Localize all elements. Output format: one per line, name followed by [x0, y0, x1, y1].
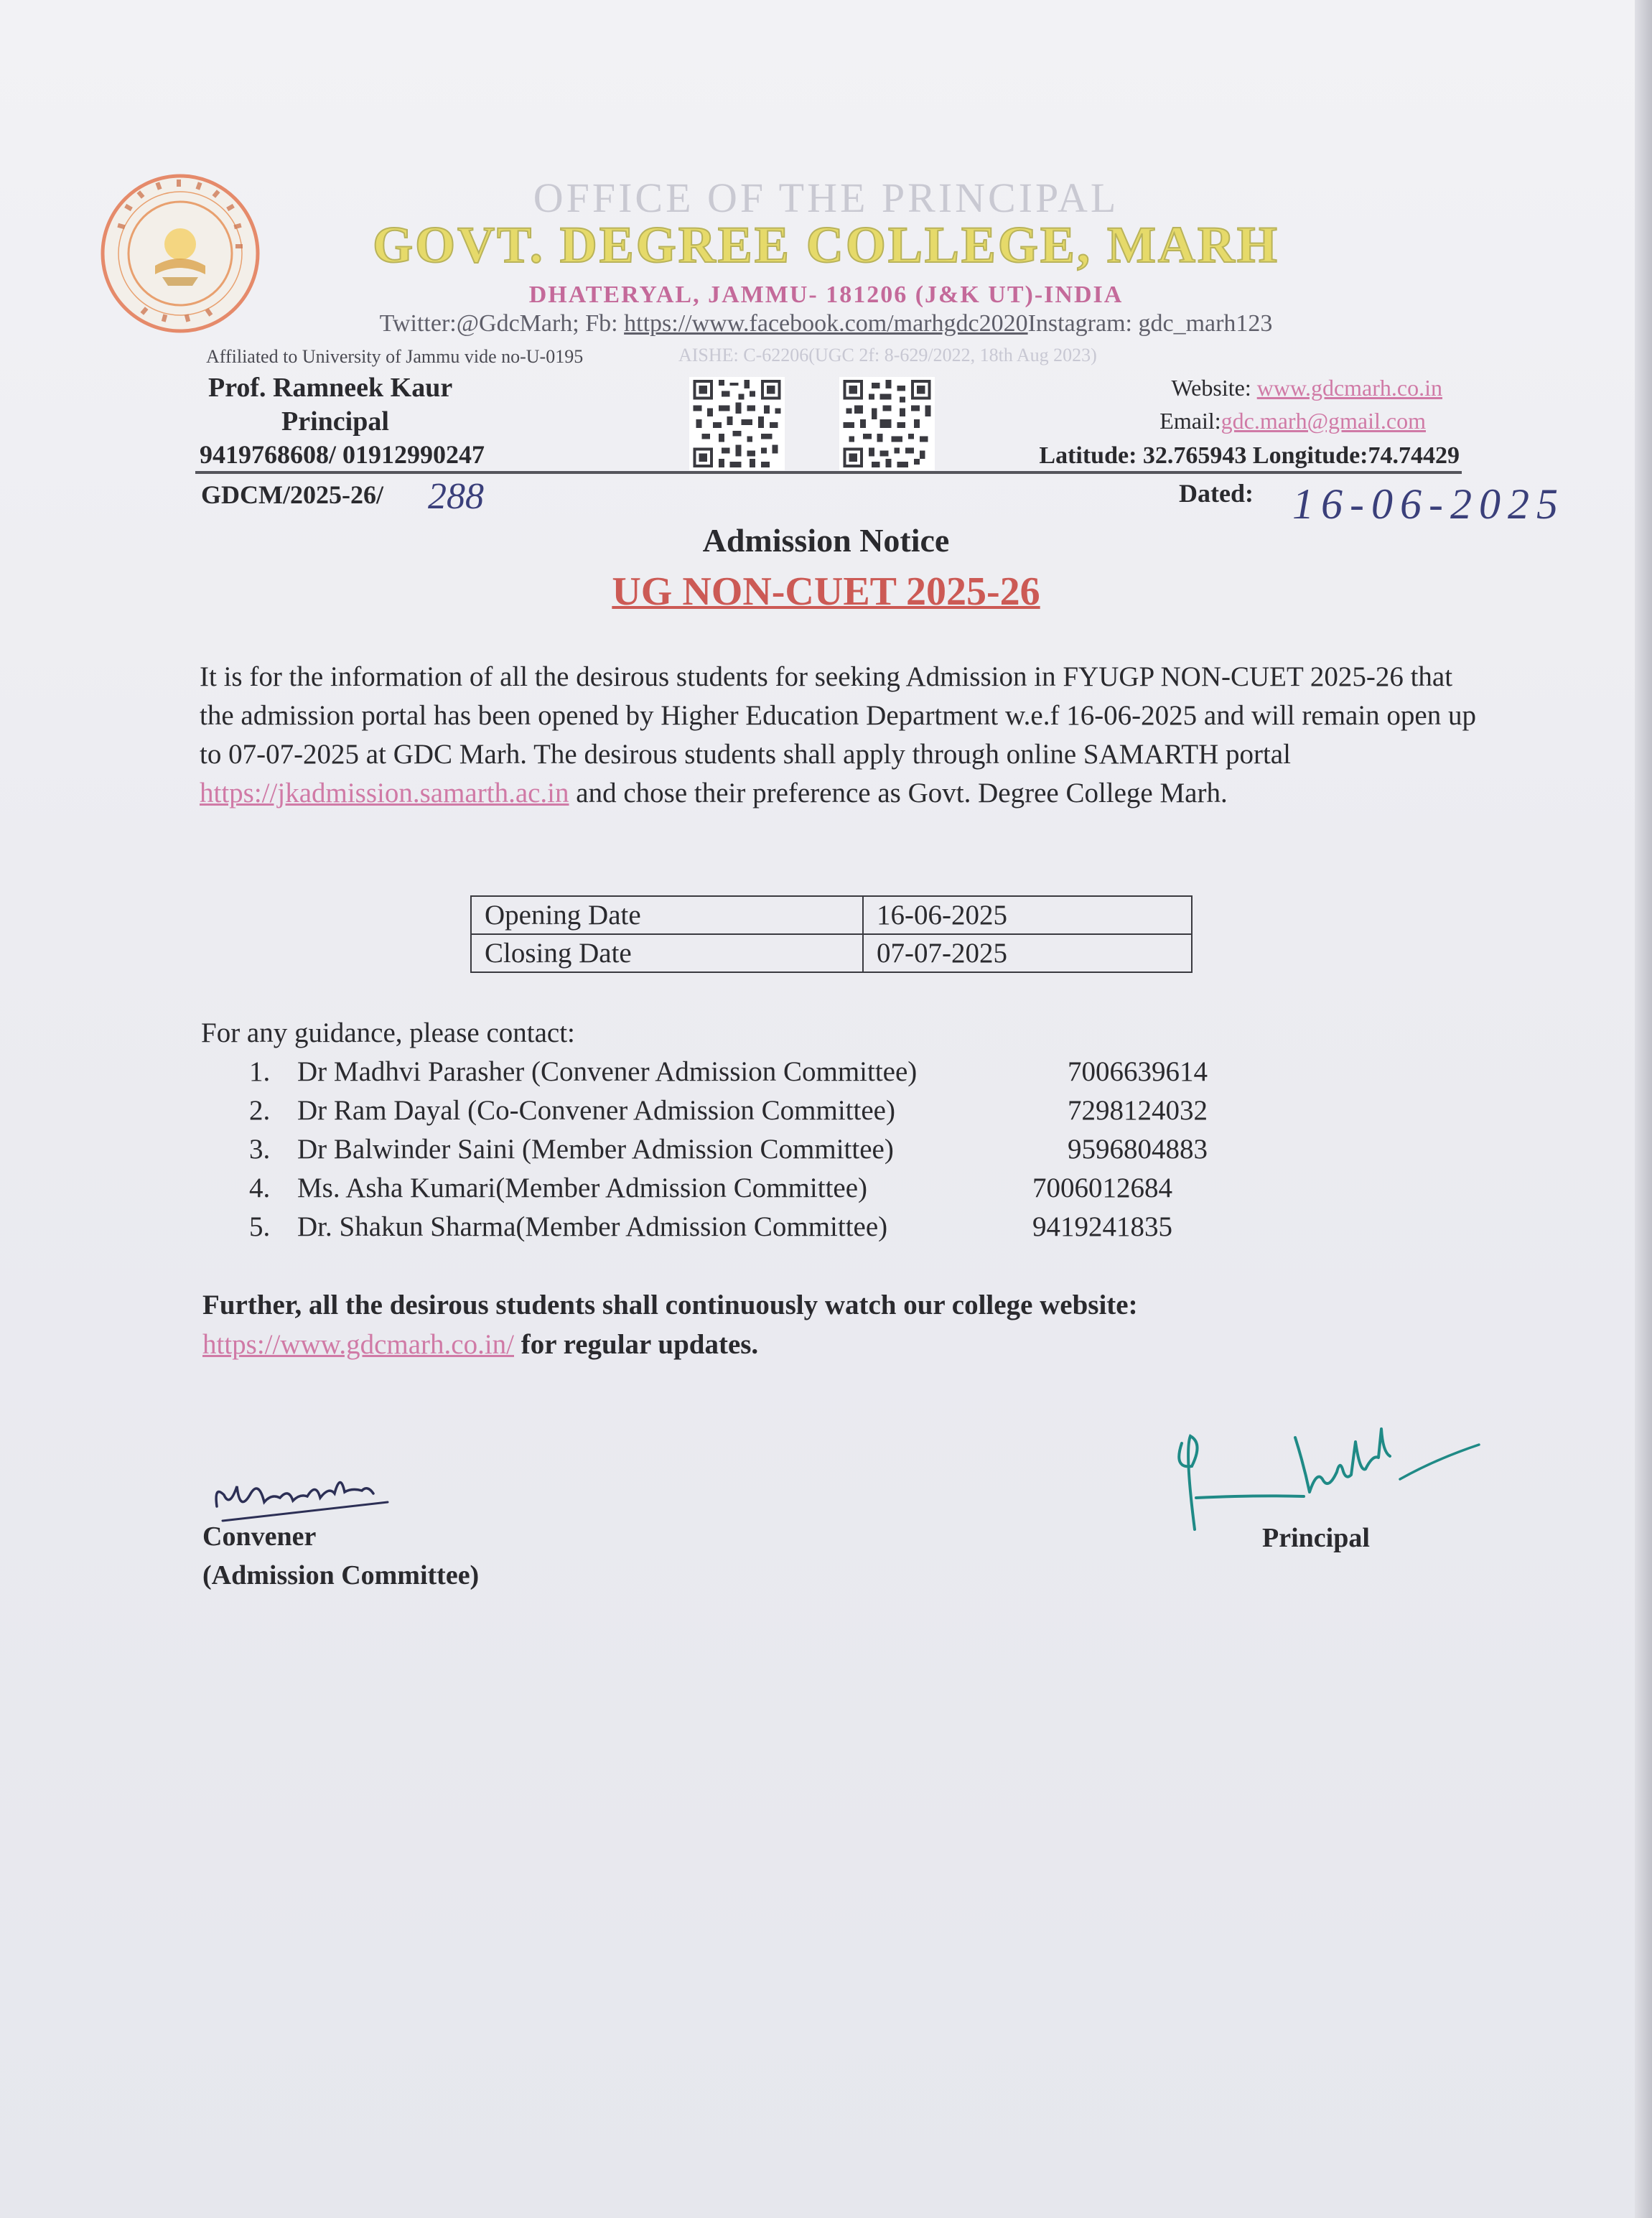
- further-line2: [202, 1325, 1138, 1364]
- facebook-link[interactable]: https://www.facebook.com/marhgdc2020: [624, 310, 1028, 337]
- contact-name: Dr. Shakun Sharma(Member Admission Committee): [297, 1211, 888, 1242]
- list-item-number: 3.: [249, 1134, 271, 1165]
- header-divider: [195, 471, 1462, 474]
- reference-prefix: GDCM/2025-26/: [201, 480, 383, 509]
- website-label: Website:: [1171, 375, 1257, 401]
- table-cell: 16-06-2025: [863, 896, 1192, 934]
- table-cell: Opening Date: [471, 896, 863, 934]
- contact-name: Dr Madhvi Parasher (Convener Admission Committee): [297, 1056, 918, 1087]
- further-line1: Further, all the desirous students shall continuously watch our college website:: [202, 1290, 1138, 1320]
- list-item-number: 1.: [249, 1056, 271, 1087]
- dated-label: Dated:: [1179, 479, 1254, 508]
- table-cell: Closing Date: [471, 934, 863, 972]
- date-handwritten: 16-06-2025: [1292, 480, 1565, 528]
- college-address: DHATERYAL, JAMMU- 181206 (J&K UT)-INDIA: [528, 281, 1124, 308]
- table-row: [471, 934, 1192, 972]
- table-cell: 07-07-2025: [863, 934, 1192, 972]
- principal-phone: 9419768608/ 01912990247: [200, 440, 485, 469]
- affiliation-text: Affiliated to University of Jammu vide no-U-0195: [206, 346, 584, 367]
- principal-title: Principal: [281, 406, 389, 437]
- principal-signature: [1163, 1400, 1486, 1537]
- notice-title: Admission Notice: [702, 522, 950, 559]
- office-heading: OFFICE OF THE PRINCIPAL: [533, 174, 1119, 221]
- principal-name: Prof. Ramneek Kaur: [208, 373, 453, 403]
- further-line2-tail: for regular updates.: [514, 1329, 759, 1360]
- principal-label: Principal: [1262, 1523, 1370, 1553]
- website-link[interactable]: www.gdcmarh.co.in: [1256, 375, 1442, 401]
- contact-phone: 9419241835: [1032, 1211, 1172, 1242]
- email-label: Email:: [1159, 408, 1221, 434]
- aishe-code: AISHE: C-62206(UGC 2f: 8-629/2022, 18th Aug 2023): [678, 345, 1097, 365]
- email-line: [1159, 408, 1426, 434]
- list-item-number: 2.: [249, 1095, 271, 1126]
- convener-label: Convener: [202, 1522, 317, 1552]
- contact-phone: 9596804883: [1068, 1134, 1208, 1165]
- website-line: [1172, 375, 1442, 401]
- list-item-number: 4.: [249, 1173, 271, 1203]
- committee-label: (Admission Committee): [202, 1560, 480, 1590]
- college-name: GOVT. DEGREE COLLEGE, MARH: [373, 216, 1279, 274]
- qr-code-icon: [839, 377, 935, 470]
- contact-phone: 7006012684: [1032, 1173, 1172, 1203]
- guidance-intro: For any guidance, please contact:: [201, 1017, 575, 1048]
- contact-phone: 7298124032: [1068, 1095, 1208, 1126]
- instagram-handle: Instagram: gdc_marh123: [1027, 310, 1273, 337]
- notice-subtitle: UG NON-CUET 2025-26: [612, 569, 1040, 614]
- lat-long: Latitude: 32.765943 Longitude:74.74429: [1039, 442, 1460, 469]
- body-text-part1: It is for the information of all the desirous students for seeking Admission in FYUGP NON-CUET 2025-26 that the admission portal has been opened by Higher Education Department w.e.f 16-06-2025 and will remain open up to 07-07-2025 at GDC Marh. The desirous students shall apply through online SAMARTH portal: [200, 661, 1476, 770]
- notice-body: [200, 658, 1478, 813]
- qr-code-icon: [689, 377, 785, 470]
- email-link[interactable]: gdc.marh@gmail.com: [1221, 408, 1426, 434]
- further-note: [202, 1285, 1138, 1364]
- contact-phone: 7006639614: [1068, 1056, 1208, 1087]
- contact-name: Dr Ram Dayal (Co-Convener Admission Committee): [297, 1095, 895, 1126]
- samarth-portal-link[interactable]: https://jkadmission.samarth.ac.in: [200, 778, 569, 809]
- social-links-line: [0, 310, 1652, 337]
- body-text-part2: and chose their preference as Govt. Degree College Marh.: [569, 778, 1228, 809]
- reference-number-handwritten: 288: [428, 476, 484, 517]
- contact-name: Ms. Asha Kumari(Member Admission Committee): [297, 1173, 868, 1203]
- college-website-link[interactable]: https://www.gdcmarh.co.in/: [202, 1329, 514, 1360]
- list-item-number: 5.: [249, 1211, 271, 1242]
- dates-table: [470, 895, 1193, 973]
- twitter-handle: Twitter:@GdcMarh; Fb:: [379, 310, 625, 337]
- contact-name: Dr Balwinder Saini (Member Admission Committee): [297, 1134, 894, 1165]
- table-row: [471, 896, 1192, 934]
